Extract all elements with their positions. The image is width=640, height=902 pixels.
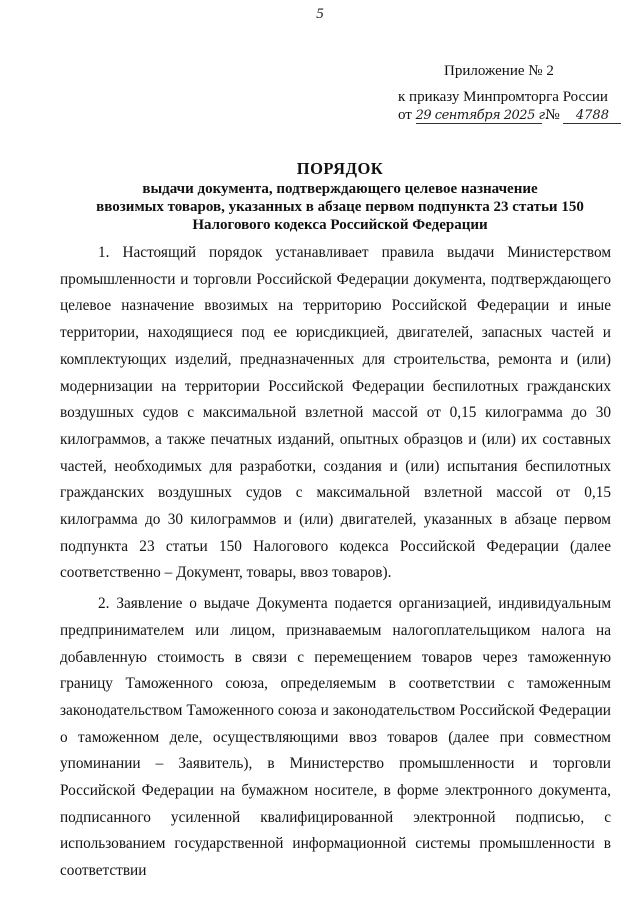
number-prefix: №	[545, 107, 560, 123]
heading-subtitle-line-3: Налогового кодекса Российской Федерации	[192, 217, 488, 233]
page-number: 5	[316, 6, 324, 22]
heading-title: ПОРЯДОК	[296, 159, 384, 178]
document-body	[60, 240, 611, 885]
appendix-title: Приложение № 2	[444, 63, 554, 79]
appendix-date-number-line	[398, 106, 620, 124]
handwritten-date: 29 сентября 2025 г.	[415, 108, 549, 123]
paragraph-2: 2. Заявление о выдаче Документа подается организацией, индивидуальным предпринимателем или лицом, признаваемым налогоплательщиком налога на добавленную стоимость в связи с перемещением товаров через таможенную границу Таможенного союза, определяемым в соответствии с таможенным законодательством Таможенного союза и законодательством Российской Федерации о таможенном деле, осуществляющими ввоз товаров (далее при совместном упоминании – Заявитель), в Министерство промышленности и торговли Российской Федерации на бумажном носителе, в форме электронного документа, подписанного усиленной квалифицированной электронной подписью, с использованием государственной информационной системы промышленности в соответствии	[60, 595, 611, 880]
heading-subtitle-line-2: ввозимых товаров, указанных в абзаце первом подпункта 23 статьи 150	[96, 199, 584, 215]
from-prefix: от	[398, 107, 412, 123]
appendix-order-reference: к приказу Минпромторга России	[398, 89, 608, 105]
appendix-block	[398, 62, 620, 124]
document-heading	[60, 160, 620, 234]
handwritten-order-number: 4788	[563, 108, 621, 124]
heading-subtitle-line-1: выдачи документа, подтверждающего целевое назначение	[142, 181, 538, 197]
paragraph-1: 1. Настоящий порядок устанавливает правила выдачи Министерством промышленности и торговли Российской Федерации документа, подтверждающего целевое назначение ввозимых на территорию Российской Федерации и иные территории, находящиеся под ее юрисдикцией, двигателей, запасных частей и комплектующих изделий, предназначенных для строительства, ремонта и (или) модернизации на территории Российской Федерации беспилотных гражданских воздушных судов с максимальной взлетной массой от 0,15 килограмма до 30 килограммов, а также печатных изданий, опытных образцов и (или) их составных частей, необходимых для разработки, создания и (или) испытания беспилотных гражданских воздушных судов с максимальной взлетной массой от 0,15 килограмма до 30 килограммов и (или) двигателей, указанных в абзаце первом подпункта 23 статьи 150 Налогового кодекса Российской Федерации (далее соответственно – Документ, товары, ввоз товаров).	[60, 244, 611, 582]
